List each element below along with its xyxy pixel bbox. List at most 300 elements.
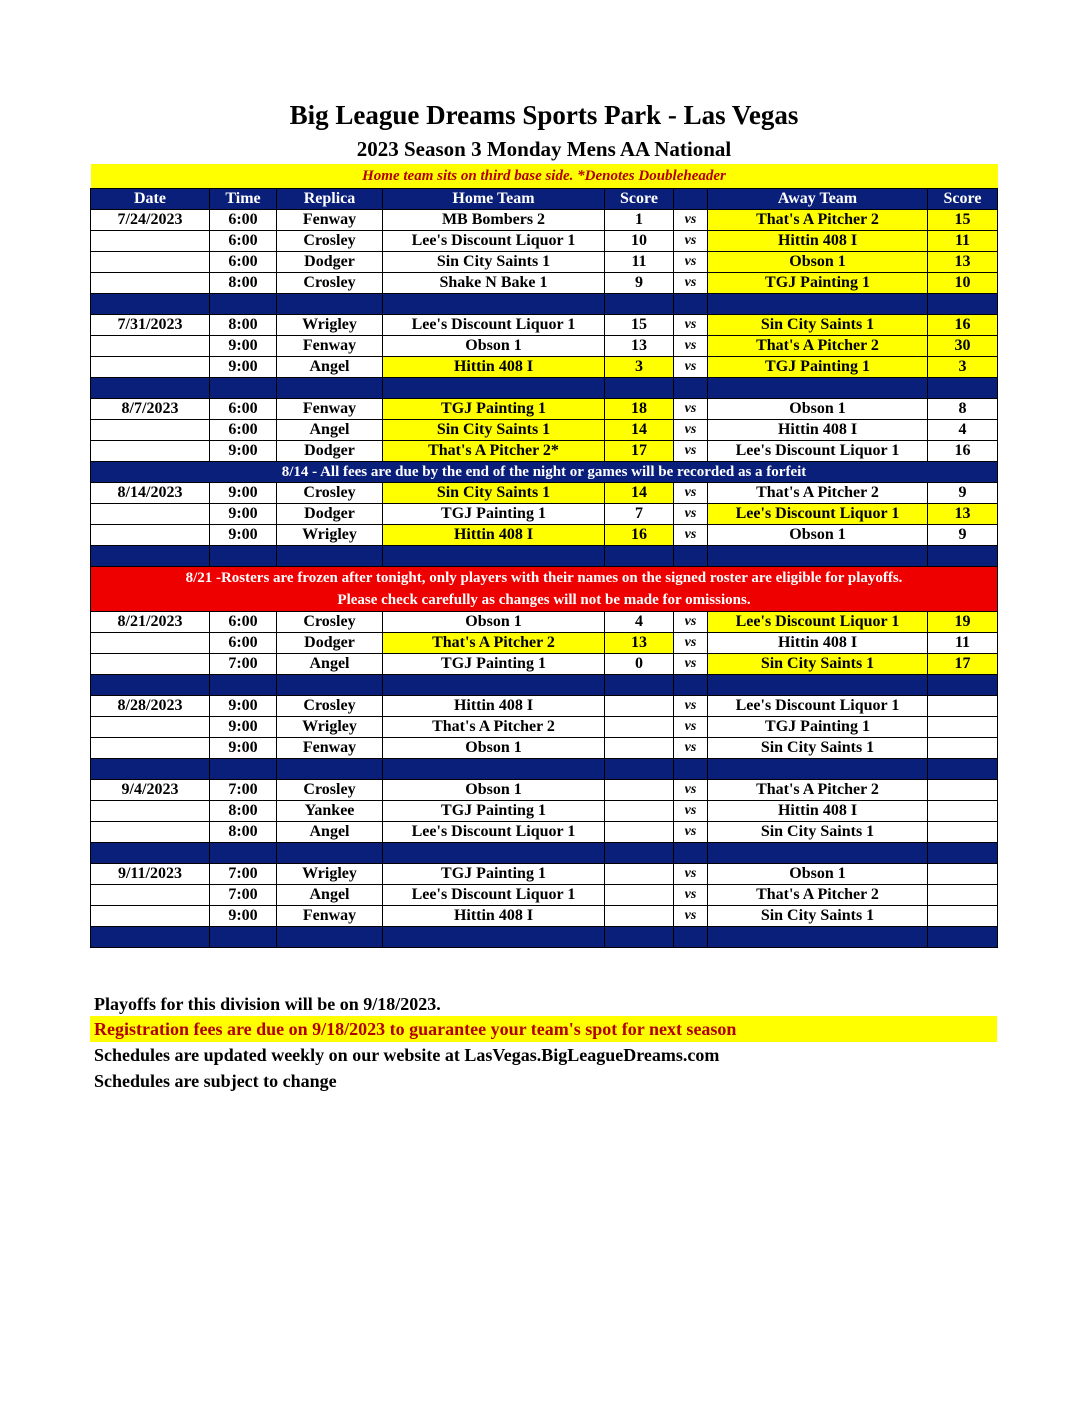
separator-cell [928, 843, 998, 864]
separator-cell [277, 378, 383, 399]
away-score: 3 [928, 357, 998, 378]
field-name: Angel [277, 357, 383, 378]
home-team: Lee's Discount Liquor 1 [383, 822, 605, 843]
away-score [928, 885, 998, 906]
vs-label: vs [674, 801, 708, 822]
game-row [91, 864, 998, 885]
field-name: Angel [277, 420, 383, 441]
game-time: 9:00 [210, 525, 277, 546]
header-row [91, 189, 998, 210]
separator-cell [708, 546, 928, 567]
game-date [91, 273, 210, 294]
vs-label: vs [674, 885, 708, 906]
field-name: Crosley [277, 780, 383, 801]
registration-note: Registration fees are due on 9/18/2023 to guarantee your team's spot for next season [90, 1016, 997, 1042]
home-team: Sin City Saints 1 [383, 420, 605, 441]
game-time: 9:00 [210, 717, 277, 738]
game-time: 6:00 [210, 252, 277, 273]
away-score: 9 [928, 483, 998, 504]
game-row [91, 717, 998, 738]
field-name: Dodger [277, 441, 383, 462]
header-away-score: Score [928, 189, 998, 210]
separator-cell [674, 675, 708, 696]
game-time: 6:00 [210, 612, 277, 633]
vs-label: vs [674, 357, 708, 378]
away-score [928, 717, 998, 738]
field-name: Wrigley [277, 315, 383, 336]
away-score [928, 801, 998, 822]
home-score: 1 [605, 210, 674, 231]
away-team: Obson 1 [708, 864, 928, 885]
home-score: 14 [605, 483, 674, 504]
game-date [91, 252, 210, 273]
home-team: Obson 1 [383, 738, 605, 759]
game-row [91, 483, 998, 504]
home-team: TGJ Painting 1 [383, 654, 605, 675]
field-name: Dodger [277, 252, 383, 273]
away-score: 10 [928, 273, 998, 294]
game-date [91, 420, 210, 441]
away-team: Lee's Discount Liquor 1 [708, 504, 928, 525]
separator-cell [674, 759, 708, 780]
field-name: Fenway [277, 399, 383, 420]
game-row [91, 906, 998, 927]
vs-label: vs [674, 780, 708, 801]
home-team: TGJ Painting 1 [383, 801, 605, 822]
field-name: Fenway [277, 738, 383, 759]
away-team: Sin City Saints 1 [708, 906, 928, 927]
game-time: 9:00 [210, 441, 277, 462]
game-date: 7/24/2023 [91, 210, 210, 231]
week-separator [91, 927, 998, 948]
away-score: 11 [928, 231, 998, 252]
home-team: Lee's Discount Liquor 1 [383, 231, 605, 252]
home-team: Obson 1 [383, 780, 605, 801]
separator-cell [91, 378, 210, 399]
game-date [91, 525, 210, 546]
game-row [91, 399, 998, 420]
separator-cell [210, 546, 277, 567]
game-row [91, 780, 998, 801]
away-score: 16 [928, 315, 998, 336]
game-row [91, 633, 998, 654]
vs-label: vs [674, 633, 708, 654]
separator-cell [605, 378, 674, 399]
vs-label: vs [674, 738, 708, 759]
vs-label: vs [674, 231, 708, 252]
game-time: 9:00 [210, 483, 277, 504]
game-row [91, 315, 998, 336]
away-team: That's A Pitcher 2 [708, 780, 928, 801]
game-date [91, 357, 210, 378]
game-date: 8/21/2023 [91, 612, 210, 633]
field-name: Crosley [277, 612, 383, 633]
separator-cell [928, 546, 998, 567]
header-vs [674, 189, 708, 210]
game-row [91, 210, 998, 231]
game-time: 9:00 [210, 738, 277, 759]
away-score: 11 [928, 633, 998, 654]
home-team: That's A Pitcher 2 [383, 717, 605, 738]
away-score: 13 [928, 504, 998, 525]
game-row [91, 654, 998, 675]
separator-cell [210, 294, 277, 315]
away-score: 15 [928, 210, 998, 231]
vs-label: vs [674, 612, 708, 633]
vs-label: vs [674, 864, 708, 885]
roster-alert-line: Please check carefully as changes will not be made for omissions. [337, 592, 751, 608]
away-team: Lee's Discount Liquor 1 [708, 441, 928, 462]
away-team: Obson 1 [708, 525, 928, 546]
vs-label: vs [674, 315, 708, 336]
game-time: 6:00 [210, 399, 277, 420]
away-score [928, 738, 998, 759]
vs-label: vs [674, 822, 708, 843]
away-team: Sin City Saints 1 [708, 654, 928, 675]
field-name: Dodger [277, 633, 383, 654]
header-home-score: Score [605, 189, 674, 210]
home-score: 3 [605, 357, 674, 378]
away-score [928, 906, 998, 927]
game-time: 6:00 [210, 633, 277, 654]
vs-label: vs [674, 483, 708, 504]
home-score [605, 780, 674, 801]
home-score: 16 [605, 525, 674, 546]
home-score: 9 [605, 273, 674, 294]
separator-cell [210, 843, 277, 864]
separator-cell [277, 927, 383, 948]
separator-cell [277, 546, 383, 567]
vs-label: vs [674, 252, 708, 273]
home-score [605, 885, 674, 906]
game-time: 9:00 [210, 336, 277, 357]
home-score: 0 [605, 654, 674, 675]
vs-label: vs [674, 654, 708, 675]
game-row [91, 504, 998, 525]
game-time: 8:00 [210, 315, 277, 336]
home-team: Lee's Discount Liquor 1 [383, 885, 605, 906]
home-score: 15 [605, 315, 674, 336]
vs-label: vs [674, 336, 708, 357]
separator-cell [383, 546, 605, 567]
home-team: Sin City Saints 1 [383, 252, 605, 273]
home-score: 13 [605, 633, 674, 654]
home-team: Sin City Saints 1 [383, 483, 605, 504]
game-row [91, 525, 998, 546]
page-title: Big League Dreams Sports Park - Las Vegas [289, 100, 799, 130]
game-date: 7/31/2023 [91, 315, 210, 336]
game-date [91, 717, 210, 738]
game-date: 8/28/2023 [91, 696, 210, 717]
game-time: 9:00 [210, 357, 277, 378]
home-team: That's A Pitcher 2 [383, 633, 605, 654]
game-row [91, 252, 998, 273]
game-time: 7:00 [210, 864, 277, 885]
field-name: Fenway [277, 336, 383, 357]
game-row [91, 612, 998, 633]
field-name: Wrigley [277, 717, 383, 738]
separator-cell [605, 294, 674, 315]
separator-cell [605, 927, 674, 948]
home-team: Lee's Discount Liquor 1 [383, 315, 605, 336]
website-note: Schedules are updated weekly on our website at LasVegas.BigLeagueDreams.com [94, 1045, 720, 1065]
game-row [91, 696, 998, 717]
separator-cell [277, 675, 383, 696]
home-score [605, 864, 674, 885]
away-score: 4 [928, 420, 998, 441]
game-date: 8/7/2023 [91, 399, 210, 420]
game-date: 9/11/2023 [91, 864, 210, 885]
vs-label: vs [674, 210, 708, 231]
away-score [928, 696, 998, 717]
away-score: 13 [928, 252, 998, 273]
page-subtitle: 2023 Season 3 Monday Mens AA National [356, 137, 732, 161]
home-team: Hittin 408 I [383, 357, 605, 378]
game-date: 9/4/2023 [91, 780, 210, 801]
playoffs-note: Playoffs for this division will be on 9/18/2023. [94, 994, 441, 1014]
separator-cell [674, 294, 708, 315]
separator-cell [708, 675, 928, 696]
game-time: 7:00 [210, 654, 277, 675]
separator-cell [708, 843, 928, 864]
field-name: Fenway [277, 906, 383, 927]
separator-cell [674, 843, 708, 864]
game-date [91, 822, 210, 843]
separator-cell [383, 378, 605, 399]
away-score: 8 [928, 399, 998, 420]
separator-cell [91, 294, 210, 315]
separator-cell [210, 927, 277, 948]
home-team: MB Bombers 2 [383, 210, 605, 231]
away-team: TGJ Painting 1 [708, 273, 928, 294]
away-team: Hittin 408 I [708, 633, 928, 654]
separator-cell [277, 759, 383, 780]
separator-cell [674, 546, 708, 567]
game-row [91, 231, 998, 252]
away-score: 9 [928, 525, 998, 546]
away-team: Hittin 408 I [708, 420, 928, 441]
home-team: Shake N Bake 1 [383, 273, 605, 294]
schedule-table [90, 164, 998, 948]
home-team: Obson 1 [383, 612, 605, 633]
game-date [91, 885, 210, 906]
game-date [91, 633, 210, 654]
home-score [605, 822, 674, 843]
away-team: TGJ Painting 1 [708, 717, 928, 738]
field-name: Yankee [277, 801, 383, 822]
away-score [928, 822, 998, 843]
away-team: Lee's Discount Liquor 1 [708, 612, 928, 633]
week-separator [91, 843, 998, 864]
separator-cell [708, 378, 928, 399]
home-score: 17 [605, 441, 674, 462]
home-score [605, 738, 674, 759]
away-team: Sin City Saints 1 [708, 738, 928, 759]
home-score [605, 696, 674, 717]
field-name: Crosley [277, 231, 383, 252]
home-team: TGJ Painting 1 [383, 504, 605, 525]
vs-label: vs [674, 420, 708, 441]
game-date [91, 441, 210, 462]
game-row [91, 273, 998, 294]
fee-notice-row [91, 462, 998, 483]
game-row [91, 441, 998, 462]
away-score: 16 [928, 441, 998, 462]
field-name: Dodger [277, 504, 383, 525]
week-separator [91, 378, 998, 399]
week-separator [91, 675, 998, 696]
home-team: TGJ Painting 1 [383, 864, 605, 885]
home-score: 4 [605, 612, 674, 633]
game-time: 9:00 [210, 696, 277, 717]
away-team: Sin City Saints 1 [708, 315, 928, 336]
field-name: Fenway [277, 210, 383, 231]
field-name: Crosley [277, 696, 383, 717]
away-team: Sin City Saints 1 [708, 822, 928, 843]
game-row [91, 822, 998, 843]
home-team: Obson 1 [383, 336, 605, 357]
week-separator [91, 294, 998, 315]
game-row [91, 336, 998, 357]
home-score [605, 717, 674, 738]
home-score [605, 906, 674, 927]
separator-cell [605, 759, 674, 780]
game-time: 8:00 [210, 273, 277, 294]
game-date [91, 654, 210, 675]
home-score: 14 [605, 420, 674, 441]
separator-cell [605, 843, 674, 864]
away-score: 30 [928, 336, 998, 357]
game-time: 7:00 [210, 780, 277, 801]
vs-label: vs [674, 273, 708, 294]
away-score: 17 [928, 654, 998, 675]
game-row [91, 357, 998, 378]
field-name: Angel [277, 885, 383, 906]
vs-label: vs [674, 906, 708, 927]
vs-label: vs [674, 696, 708, 717]
home-score: 13 [605, 336, 674, 357]
home-team: Hittin 408 I [383, 525, 605, 546]
separator-cell [210, 378, 277, 399]
game-date [91, 231, 210, 252]
separator-cell [383, 927, 605, 948]
separator-cell [708, 927, 928, 948]
change-note: Schedules are subject to change [94, 1071, 337, 1091]
game-time: 9:00 [210, 906, 277, 927]
game-date [91, 504, 210, 525]
field-name: Crosley [277, 483, 383, 504]
vs-label: vs [674, 504, 708, 525]
game-time: 8:00 [210, 822, 277, 843]
game-time: 8:00 [210, 801, 277, 822]
field-name: Crosley [277, 273, 383, 294]
separator-cell [928, 927, 998, 948]
separator-cell [928, 378, 998, 399]
game-time: 7:00 [210, 885, 277, 906]
separator-cell [210, 675, 277, 696]
separator-cell [91, 546, 210, 567]
away-team: Hittin 408 I [708, 231, 928, 252]
game-date [91, 336, 210, 357]
away-team: That's A Pitcher 2 [708, 210, 928, 231]
away-score [928, 864, 998, 885]
header-time: Time [210, 189, 277, 210]
home-team: Hittin 408 I [383, 696, 605, 717]
fee-notice: 8/14 - All fees are due by the end of the night or games will be recorded as a forfeit [91, 462, 998, 483]
away-team: That's A Pitcher 2 [708, 885, 928, 906]
roster-alert-row [91, 567, 998, 612]
separator-cell [605, 546, 674, 567]
separator-cell [928, 294, 998, 315]
separator-cell [210, 759, 277, 780]
separator-cell [91, 675, 210, 696]
separator-cell [277, 843, 383, 864]
header-home-team: Home Team [383, 189, 605, 210]
game-time: 6:00 [210, 420, 277, 441]
field-name: Wrigley [277, 864, 383, 885]
home-score [605, 801, 674, 822]
home-score: 11 [605, 252, 674, 273]
home-score: 18 [605, 399, 674, 420]
home-team: TGJ Painting 1 [383, 399, 605, 420]
separator-cell [708, 759, 928, 780]
separator-cell [91, 927, 210, 948]
separator-cell [674, 378, 708, 399]
away-team: Obson 1 [708, 399, 928, 420]
separator-cell [383, 675, 605, 696]
vs-label: vs [674, 399, 708, 420]
separator-cell [928, 675, 998, 696]
field-name: Angel [277, 822, 383, 843]
separator-cell [91, 759, 210, 780]
away-team: Obson 1 [708, 252, 928, 273]
game-time: 9:00 [210, 504, 277, 525]
vs-label: vs [674, 525, 708, 546]
game-date [91, 906, 210, 927]
game-date: 8/14/2023 [91, 483, 210, 504]
header-replica: Replica [277, 189, 383, 210]
game-time: 6:00 [210, 210, 277, 231]
separator-cell [91, 843, 210, 864]
away-team: Hittin 408 I [708, 801, 928, 822]
game-row [91, 885, 998, 906]
home-team: That's A Pitcher 2* [383, 441, 605, 462]
notice-row [91, 164, 998, 189]
header-date: Date [91, 189, 210, 210]
away-team: Lee's Discount Liquor 1 [708, 696, 928, 717]
game-row [91, 420, 998, 441]
week-separator [91, 759, 998, 780]
game-row [91, 801, 998, 822]
home-score: 7 [605, 504, 674, 525]
away-team: That's A Pitcher 2 [708, 336, 928, 357]
vs-label: vs [674, 441, 708, 462]
separator-cell [383, 294, 605, 315]
separator-cell [928, 759, 998, 780]
roster-alert [91, 567, 998, 612]
game-time: 6:00 [210, 231, 277, 252]
home-team: Hittin 408 I [383, 906, 605, 927]
separator-cell [383, 843, 605, 864]
away-score [928, 780, 998, 801]
separator-cell [383, 759, 605, 780]
roster-alert-line: 8/21 -Rosters are frozen after tonight, only players with their names on the signed roster are eligible for playoffs. [185, 570, 903, 586]
game-row [91, 738, 998, 759]
field-name: Wrigley [277, 525, 383, 546]
game-date [91, 801, 210, 822]
away-score: 19 [928, 612, 998, 633]
home-score: 10 [605, 231, 674, 252]
